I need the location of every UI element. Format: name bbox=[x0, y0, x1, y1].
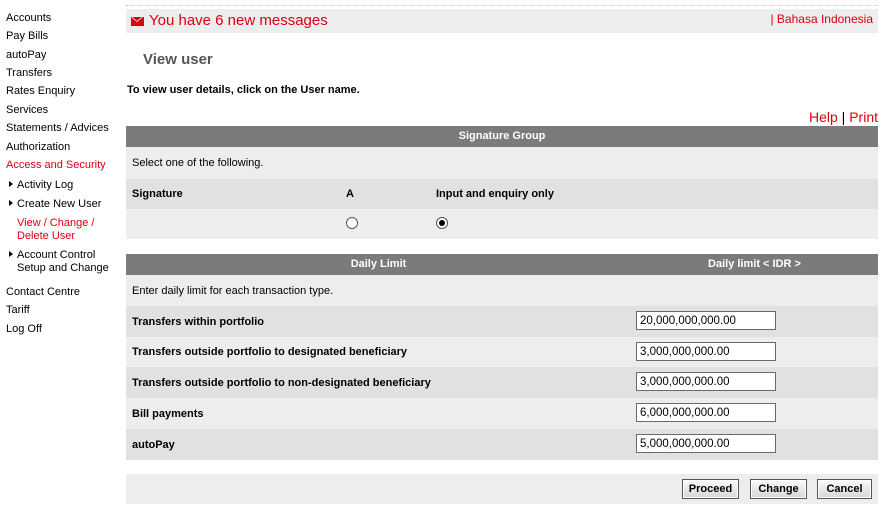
sidebar-item-rates-enquiry[interactable]: Rates Enquiry bbox=[6, 85, 76, 97]
sidebar-subitem-activity-log[interactable] bbox=[9, 179, 73, 192]
daily-limit-header bbox=[126, 254, 878, 275]
bullet-triangle-icon bbox=[9, 181, 13, 187]
signature-option-a-label: A bbox=[346, 188, 354, 200]
sidebar-subitem-label-line1: View / Change / bbox=[17, 217, 95, 229]
change-button[interactable]: Change bbox=[750, 479, 807, 499]
sidebar-subitem-label-line1: Account Control bbox=[17, 249, 96, 261]
print-link[interactable]: Print bbox=[849, 109, 878, 125]
limit-transfers-non-designated-input[interactable] bbox=[636, 372, 776, 391]
sidebar-item-services[interactable]: Services bbox=[6, 104, 49, 116]
sidebar-item-statements-advices[interactable]: Statements / Advices bbox=[6, 122, 109, 134]
sidebar-subitem-account-control-setup[interactable] bbox=[9, 249, 109, 275]
sidebar-subitem-view-change-delete-user[interactable] bbox=[17, 217, 94, 243]
sidebar-subitem-label-line2: Delete User bbox=[17, 230, 76, 242]
signature-columns-row bbox=[126, 179, 878, 209]
limit-row-label: Transfers outside portfolio to designated beneficiary bbox=[132, 346, 408, 358]
sidebar-item-transfers[interactable]: Transfers bbox=[6, 67, 53, 79]
envelope-icon bbox=[131, 17, 144, 26]
daily-limit-prompt: Enter daily limit for each transaction type. bbox=[132, 285, 334, 297]
signature-radio-a[interactable] bbox=[346, 217, 358, 229]
sidebar-item-accounts[interactable]: Accounts bbox=[6, 12, 52, 24]
limit-row bbox=[126, 398, 878, 429]
signature-group-header bbox=[126, 126, 878, 147]
proceed-button[interactable]: Proceed bbox=[682, 479, 739, 499]
bullet-triangle-icon bbox=[9, 200, 13, 206]
sidebar-item-pay-bills[interactable]: Pay Bills bbox=[6, 30, 49, 42]
instruction-text: To view user details, click on the User name. bbox=[127, 84, 360, 96]
limit-transfers-within-portfolio-input[interactable] bbox=[636, 311, 776, 330]
help-print-links bbox=[809, 109, 878, 125]
limit-transfers-designated-input[interactable] bbox=[636, 342, 776, 361]
help-link[interactable]: Help bbox=[808, 109, 838, 125]
signature-prompt: Select one of the following. bbox=[132, 157, 264, 169]
sidebar-subitem-create-new-user[interactable] bbox=[9, 198, 101, 211]
limit-row bbox=[126, 337, 878, 367]
sidebar-item-log-off[interactable]: Log Off bbox=[6, 323, 42, 335]
signature-radio-input-enquiry[interactable] bbox=[436, 217, 448, 229]
sidebar-subitem-label: Activity Log bbox=[17, 179, 74, 191]
signature-column-label: Signature bbox=[132, 188, 183, 200]
signature-prompt-row bbox=[126, 147, 878, 179]
action-bar bbox=[126, 474, 878, 504]
limit-row bbox=[126, 306, 878, 337]
limit-autopay-input[interactable] bbox=[636, 434, 776, 453]
limit-row-label: Bill payments bbox=[132, 408, 204, 420]
limit-row bbox=[126, 429, 878, 460]
message-bar bbox=[126, 9, 878, 33]
cancel-button[interactable]: Cancel bbox=[817, 479, 872, 499]
limit-bill-payments-input[interactable] bbox=[636, 403, 776, 422]
daily-limit-title: Daily Limit bbox=[350, 258, 407, 270]
language-link[interactable]: | Bahasa Indonesia bbox=[770, 12, 873, 26]
sidebar-item-autopay[interactable]: autoPay bbox=[6, 49, 47, 61]
bullet-triangle-icon bbox=[9, 251, 13, 257]
new-messages-link[interactable]: You have 6 new messages bbox=[149, 12, 328, 29]
limit-row-label: autoPay bbox=[132, 439, 175, 451]
daily-limit-currency-title: Daily limit < IDR > bbox=[708, 258, 801, 270]
sidebar-subitem-label: Create New User bbox=[17, 198, 102, 210]
daily-limit-prompt-row bbox=[126, 275, 878, 306]
limit-row bbox=[126, 367, 878, 398]
limit-row-label: Transfers within portfolio bbox=[132, 316, 265, 328]
sidebar-item-authorization[interactable]: Authorization bbox=[6, 141, 71, 153]
sidebar-item-access-and-security[interactable]: Access and Security bbox=[6, 159, 106, 171]
signature-group-title: Signature Group bbox=[458, 130, 546, 142]
page-title: View user bbox=[143, 51, 213, 68]
sidebar-item-contact-centre[interactable]: Contact Centre bbox=[6, 286, 80, 298]
signature-option-input-label: Input and enquiry only bbox=[436, 188, 554, 200]
signature-radios-row bbox=[126, 209, 878, 239]
sidebar-item-tariff[interactable]: Tariff bbox=[6, 304, 30, 316]
sidebar-subitem-label-line2: Setup and Change bbox=[17, 262, 109, 274]
limit-row-label: Transfers outside portfolio to non-designated beneficiary bbox=[132, 377, 431, 389]
link-separator: | bbox=[841, 109, 846, 125]
top-divider bbox=[126, 5, 878, 6]
